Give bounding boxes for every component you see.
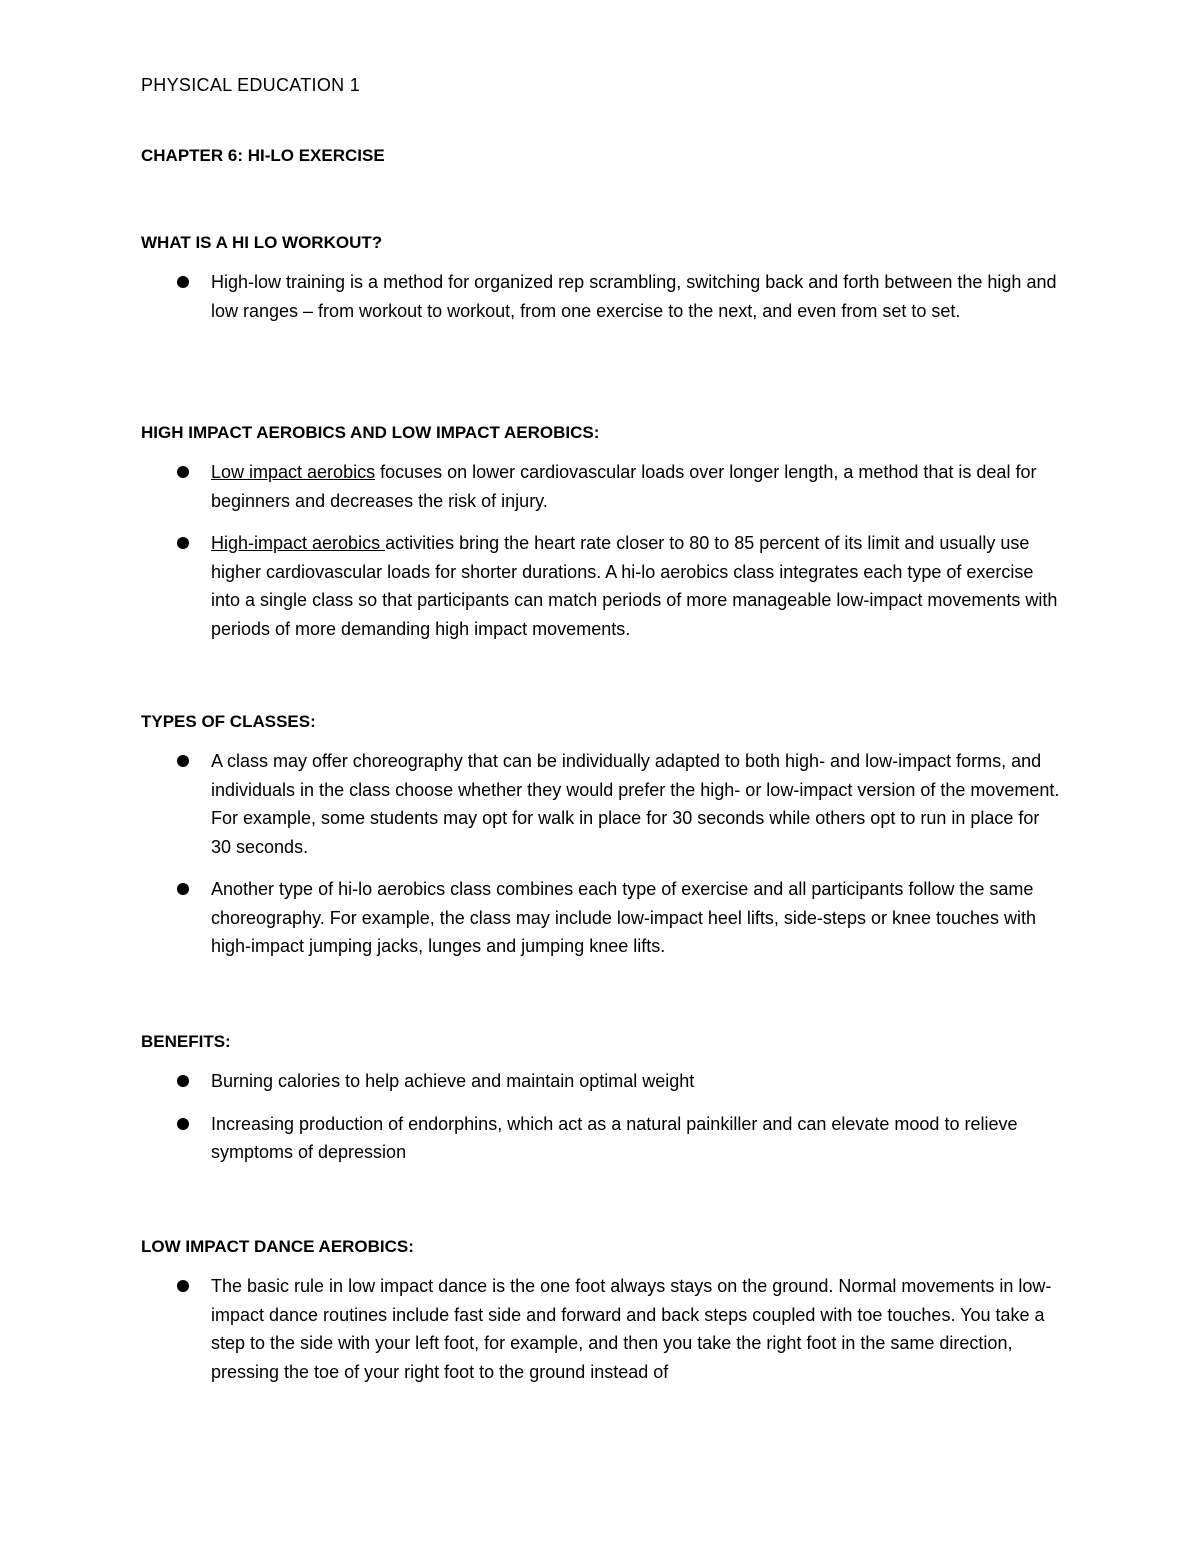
section-benefits — [141, 1031, 1061, 1181]
item-text: activities bring the heart rate closer to 80 to 85 percent of its limit and usually use higher cardiovascular loads for shorter durations. A hi-lo aerobics class integrates each type of exercise into a single class so that participants can match periods of more manageable low-impact movements with periods of more demanding high impact movements. — [211, 533, 1058, 639]
bullet-list — [141, 1067, 1061, 1167]
bullet-icon — [177, 883, 189, 895]
item-text: Burning calories to help achieve and maintain optimal weight — [211, 1071, 695, 1091]
section-low-impact-dance — [141, 1236, 1061, 1400]
list-item — [141, 747, 1061, 861]
page-header: PHYSICAL EDUCATION 1 — [141, 75, 361, 95]
list-item — [141, 875, 1061, 961]
bullet-icon — [177, 1075, 189, 1087]
section-what-is-hi-lo — [141, 232, 1061, 339]
item-text: focuses on lower cardiovascular loads over longer length, a method that is deal for beginners and decreases the risk of injury. — [211, 462, 1037, 511]
section-heading: HIGH IMPACT AEROBICS AND LOW IMPACT AEROBICS: — [141, 423, 600, 442]
section-heading: TYPES OF CLASSES: — [141, 712, 316, 731]
item-text: Increasing production of endorphins, which act as a natural painkiller and can elevate mood to relieve symptoms of depression — [211, 1113, 1018, 1162]
bullet-icon — [177, 1118, 189, 1130]
item-text: Another type of hi-lo aerobics class combines each type of exercise and all participants follow the same choreography. For example, the class may include low-impact heel lifts, side-steps or knee touches with high-impact jumping jacks, lunges and jumping knee lifts. — [211, 879, 1037, 956]
term-low-impact-aerobics: Low impact aerobics — [211, 462, 376, 482]
section-heading: LOW IMPACT DANCE AEROBICS: — [141, 1237, 414, 1256]
list-item — [141, 1272, 1061, 1386]
bullet-icon — [177, 537, 189, 549]
term-high-impact-aerobics: High-impact aerobics — [211, 533, 386, 553]
list-item — [141, 529, 1061, 643]
bullet-icon — [177, 1280, 189, 1292]
section-heading: BENEFITS: — [141, 1032, 231, 1051]
section-high-low-impact — [141, 422, 1061, 657]
bullet-list — [141, 268, 1061, 325]
bullet-list — [141, 458, 1061, 643]
chapter-title: CHAPTER 6: HI-LO EXERCISE — [141, 146, 385, 165]
bullet-icon — [177, 276, 189, 288]
section-heading: WHAT IS A HI LO WORKOUT? — [141, 233, 383, 252]
bullet-list — [141, 747, 1061, 961]
bullet-icon — [177, 755, 189, 767]
list-item — [141, 458, 1061, 515]
item-text: High-low training is a method for organized rep scrambling, switching back and forth between the high and low ranges – from workout to workout, from one exercise to the next, and even from set to set. — [211, 272, 1057, 321]
list-item — [141, 1067, 1061, 1096]
bullet-icon — [177, 466, 189, 478]
item-text: A class may offer choreography that can be individually adapted to both high- and low-impact forms, and individuals in the class choose whether they would prefer the high- or low-impact version of the movement. For example, some students may opt for walk in place for 30 seconds while others opt to run in place for 30 seconds. — [211, 751, 1060, 857]
list-item — [141, 268, 1061, 325]
list-item — [141, 1110, 1061, 1167]
section-types-of-classes — [141, 711, 1061, 975]
bullet-list — [141, 1272, 1061, 1386]
item-text: The basic rule in low impact dance is the one foot always stays on the ground. Normal movements in low-impact dance routines include fast side and forward and back steps coupled with toe touches. You take a step to the side with your left foot, for example, and then you take the right foot in the same direction, pressing the toe of your right foot to the ground instead of — [211, 1276, 1052, 1382]
